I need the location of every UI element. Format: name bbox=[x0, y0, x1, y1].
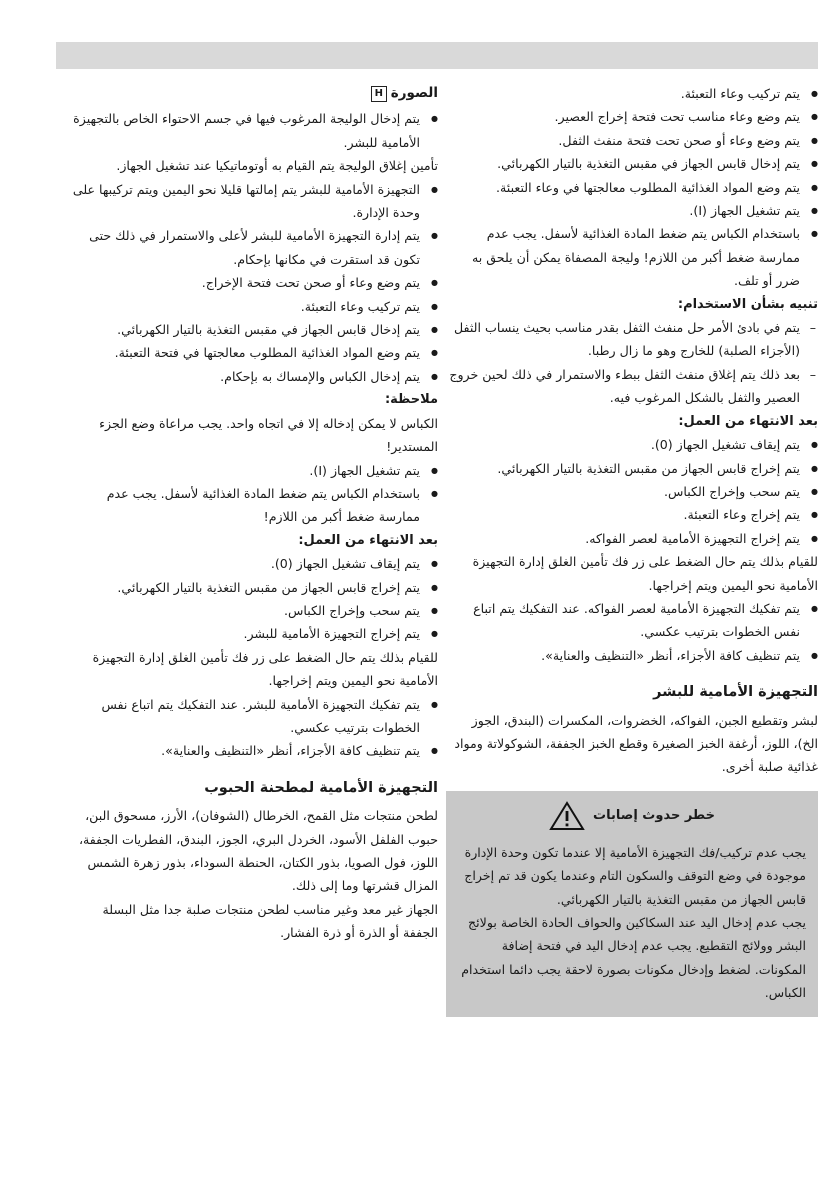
figure-letter-box: H bbox=[371, 86, 387, 102]
note-text: الكباس لا يمكن إدخاله إلا في اتجاه واحد. يجب مراعاة وضع الجزء المستدير! bbox=[99, 415, 438, 455]
list-item: ● التجهيزة الأمامية للبشر يتم إمالتها قليلا نحو اليمين ويتم تركيبها على وحدة الإدارة. bbox=[66, 178, 438, 225]
after-work-list bbox=[66, 552, 438, 646]
warning-header bbox=[458, 801, 806, 831]
list-item: ● يتم إخراج وعاء التعبئة. bbox=[446, 503, 818, 526]
figure-steps-list-2 bbox=[66, 178, 438, 389]
left-column bbox=[66, 82, 438, 945]
usage-heading: تنبيه بشأن الاستخدام: bbox=[677, 296, 818, 312]
after-work-heading: بعد الانتهاء من العمل: bbox=[678, 413, 818, 429]
after-work-list bbox=[446, 433, 818, 550]
usage-list bbox=[446, 316, 818, 410]
list-item: ● يتم إدارة التجهيزة الأمامية للبشر لأعلى والاستمرار في ذلك حتى تكون قد استقرت في مكانها بإحكام. bbox=[66, 224, 438, 271]
list-item: ● يتم تركيب وعاء التعبئة. bbox=[66, 295, 438, 318]
after-work-paragraph: للقيام بذلك يتم حال الضغط على زر فك تأمين الغلق إدارة التجهيزة الأمامية نحو اليمين ويتم إخراجها. bbox=[472, 554, 818, 593]
figure-paragraph: تأمين إغلاق الوليجة يتم القيام به أوتوماتيكيا عند تشغيل الجهاز. bbox=[116, 158, 438, 174]
list-item: ● يتم إيقاف تشغيل الجهاز (0). bbox=[446, 433, 818, 456]
list-item: ● يتم وضع المواد الغذائية المطلوب معالجتها في فتحة التعبئة. bbox=[66, 341, 438, 364]
after-work-heading: بعد الانتهاء من العمل: bbox=[298, 532, 438, 548]
list-item: ● يتم تفكيك التجهيزة الأمامية للبشر. عند التفكيك يتم اتباع نفس الخطوات بترتيب عكسي. bbox=[66, 693, 438, 740]
warning-box bbox=[446, 791, 818, 1017]
list-item: ● يتم إدخال الكباس والإمساك به بإحكام. bbox=[66, 365, 438, 388]
section-title-grater: التجهيزة الأمامية للبشر bbox=[653, 684, 818, 701]
list-item: ● يتم تركيب وعاء التعبئة. bbox=[446, 82, 818, 105]
after-work-list-2 bbox=[66, 693, 438, 763]
list-item: ● يتم إخراج قابس الجهاز من مقبس التغذية بالتيار الكهربائي. bbox=[446, 457, 818, 480]
list-item: ● يتم إدخال قابس الجهاز في مقبس التغذية بالتيار الكهربائي. bbox=[66, 318, 438, 341]
list-item: ● يتم وضع وعاء مناسب تحت فتحة إخراج العصير. bbox=[446, 105, 818, 128]
warning-triangle-icon bbox=[549, 801, 585, 831]
figure-label-text: الصورة bbox=[390, 85, 438, 101]
list-item: ● يتم إيقاف تشغيل الجهاز (0). bbox=[66, 552, 438, 575]
list-item: ● باستخدام الكباس يتم ضغط المادة الغذائية لأسفل. يجب عدم ممارسة ضغط أكبر من اللازم! bbox=[66, 482, 438, 529]
list-item: ● يتم سحب وإخراج الكباس. bbox=[66, 599, 438, 622]
list-item: ● يتم تشغيل الجهاز (I). bbox=[66, 459, 438, 482]
warning-text-2: يجب عدم إدخال اليد عند السكاكين والحواف الحادة الخاصة بولائج البشر وولائج التقطيع. يجب عدم إدخال اليد في فتحة إضافة المكونات. لضغط وإدخال مكونات بصورة لاحقة يجب دائما استخدام الكباس. bbox=[461, 915, 806, 1001]
list-item: ● يتم تنظيف كافة الأجزاء، أنظر «التنظيف والعناية». bbox=[446, 644, 818, 667]
list-item: ● يتم وضع المواد الغذائية المطلوب معالجتها في وعاء التعبئة. bbox=[446, 176, 818, 199]
list-item: ● يتم إدخال قابس الجهاز في مقبس التغذية بالتيار الكهربائي. bbox=[446, 152, 818, 175]
section-text-grain-mill: لطحن منتجات مثل القمح، الخرطال (الشوفان)، الأرز، مسحوق البن، حبوب الفلفل الأسود، الخردل البري، الجوز، البندق، الفطريات الجففة، اللوز، فول الصويا، بذور الكتان، الحنطة السوداء، بذور زهرة الشمس المزال قشرتها وما إلى ذلك. bbox=[78, 808, 438, 894]
section-title-grain-mill: التجهيزة الأمامية لمطحنة الحبوب bbox=[204, 779, 438, 796]
steps-list-juicer bbox=[446, 82, 818, 293]
section-text-grater: لبشر وتقطيع الجبن، الفواكه، الخضروات، المكسرات (البندق، الجوز الخ)، اللوز، أرغفة الخبز الصغيرة وقطع الخبز الجففة، الشوكولاتة ومواد غذائية صلبة أخرى. bbox=[454, 712, 818, 775]
right-column bbox=[446, 82, 818, 1017]
after-work-paragraph: للقيام بذلك يتم حال الضغط على زر فك تأمين الغلق إدارة التجهيزة الأمامية نحو اليمين ويتم إخراجها. bbox=[92, 649, 438, 689]
list-item: ● يتم وضع وعاء أو صحن تحت فتحة منفث الثفل. bbox=[446, 129, 818, 152]
section-text-grain-mill-2: الجهاز غير معد وغير مناسب لطحن منتجات صلبة جدا مثل البسلة الجففة أو الذرة أو ذرة الفشار. bbox=[102, 901, 438, 941]
warning-title: خطر حدوث إصابات bbox=[593, 808, 715, 824]
list-item: ● باستخدام الكباس يتم ضغط المادة الغذائية لأسفل. يجب عدم ممارسة ضغط أكبر من اللازم! وليجة المصفاة يمكن أن يلحق به ضرر أو تلف. bbox=[446, 222, 818, 292]
figure-label bbox=[66, 82, 438, 105]
list-item: ● يتم إدخال الوليجة المرغوب فيها في جسم الاحتواء الخاص بالتجهيزة الأمامية للبشر. bbox=[66, 107, 438, 154]
note-list bbox=[66, 459, 438, 529]
list-item: ● يتم تفكيك التجهيزة الأمامية لعصر الفواكه. عند التفكيك يتم اتباع نفس الخطوات بترتيب عكسي. bbox=[446, 597, 818, 644]
list-item: ● يتم وضع وعاء أو صحن تحت فتحة الإخراج. bbox=[66, 271, 438, 294]
after-work-list-2 bbox=[446, 597, 818, 667]
list-item: ● يتم تنظيف كافة الأجزاء، أنظر «التنظيف والعناية». bbox=[66, 739, 438, 762]
figure-steps-list bbox=[66, 107, 438, 154]
header-bar bbox=[56, 42, 818, 69]
warning-text-1: يجب عدم تركيب/فك التجهيزة الأمامية إلا عندما تكون وحدة الإدارة موجودة في وضع التوقف والسكون التام وعندما يكون قد تم إخراج قابس الجهاز من مقبس التغذية بالتيار الكهربائي. bbox=[464, 844, 806, 907]
list-item: ● يتم إخراج التجهيزة الأمامية لعصر الفواكه. bbox=[446, 527, 818, 550]
list-item: ● يتم إخراج قابس الجهاز من مقبس التغذية بالتيار الكهربائي. bbox=[66, 576, 438, 599]
list-item: – يتم في بادئ الأمر حل منفث الثفل بقدر مناسب بحيث ينساب الثفل (الأجزاء الصلبة) للخارج وهو ما زال رطبا. bbox=[446, 316, 818, 363]
list-item: ● يتم تشغيل الجهاز (I). bbox=[446, 199, 818, 222]
list-item: ● يتم سحب وإخراج الكباس. bbox=[446, 480, 818, 503]
list-item: – بعد ذلك يتم إغلاق منفث الثفل ببطء والاستمرار في ذلك لحين خروج العصير والثفل بالشكل المرغوب فيه. bbox=[446, 363, 818, 410]
list-item: ● يتم إخراج التجهيزة الأمامية للبشر. bbox=[66, 622, 438, 645]
note-heading: ملاحظة: bbox=[384, 392, 438, 408]
